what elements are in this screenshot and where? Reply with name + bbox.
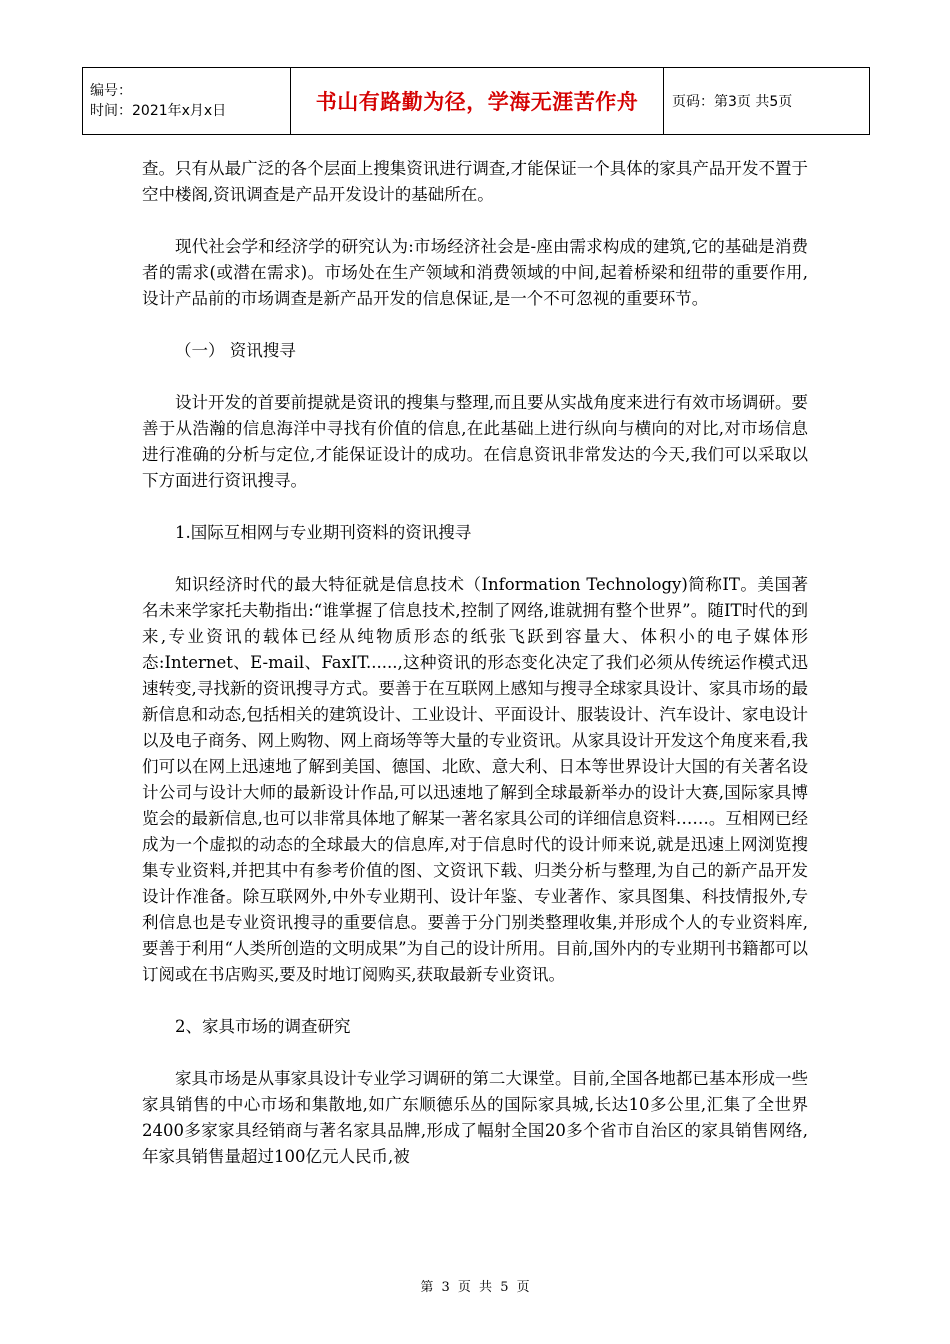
paragraph: 现代社会学和经济学的研究认为:市场经济社会是-座由需求构成的建筑,它的基础是消费者的需求(或潜在需求)。市场处在生产领域和消费领域的中间,起着桥梁和纽带的重要作用,设计产品前的市场调查是新产品开发的信息保证,是一个不可忽视的重要环节。 bbox=[142, 237, 808, 308]
number-label: 编号： bbox=[90, 83, 132, 99]
time-label: 时间：2021年x月x日 bbox=[90, 103, 227, 119]
subsection-heading: 2、家具市场的调查研究 bbox=[175, 1017, 351, 1036]
section-heading: （一） 资讯搜寻 bbox=[175, 341, 296, 360]
paragraph-continuation: 查。只有从最广泛的各个层面上搜集资讯进行调查,才能保证一个具体的家具产品开发不置于空中楼阁,资讯调查是产品开发设计的基础所在。 bbox=[142, 159, 808, 204]
paragraph: 知识经济时代的最大特征就是信息技术（Information Technology)简称IT。美国著名未来学家托夫勒指出:“谁掌握了信息技术,控制了网络,谁就拥有整个世界”。随IT时代的到来,专业资讯的载体已经从纯物质形态的纸张飞跃到容量大、体积小的电子媒体形态:Internet、E-mail、FaxIT......,这种资讯的形态变化决定了我们必须从传统运作模式迅速转变,寻找新的资讯搜寻方式。要善于在互联网上感知与搜寻全球家具设计、家具市场的最新信息和动态,包括相关的建筑设计、工业设计、平面设计、服装设计、汽车设计、家电设计以及电子商务、网上购物、网上商场等等大量的专业资讯。从家具设计开发这个角度来看,我们可以在网上迅速地了解到美国、德国、北欧、意大利、日本等世界设计大国的有关著名设计公司与设计大师的最新设计作品,可以迅速地了解到全球最新举办的设计大赛,国际家具博览会的最新信息,也可以非常具体地了解某一著名家具公司的详细信息资料……。互相网已经成为一个虚拟的动态的全球最大的信息库,对于信息时代的设计师来说,就是迅速上网浏览搜集专业资料,并把其中有参考价值的图、文资讯下载、归类分析与整理,为自己的新产品开发设计作准备。除互联网外,中外专业期刊、设计年鉴、专业著作、家具图集、科技情报外,专利信息也是专业资讯搜寻的重要信息。要善于分门别类整理收集,并形成个人的专业资料库,要善于利用“人类所创造的文明成果”为自己的设计所用。目前,国外内的专业期刊书籍都可以订阅或在书店购买,要及时地订阅购买,获取最新专业资讯。 bbox=[142, 575, 808, 984]
page-footer: 第 3 页 共 5 页 bbox=[420, 1280, 530, 1295]
header-page-code: 页码：第3页 共5页 bbox=[664, 68, 870, 135]
header-motto: 书山有路勤为径，学海无涯苦作舟 bbox=[291, 68, 664, 135]
header-meta-cell bbox=[83, 68, 291, 135]
paragraph: 家具市场是从事家具设计专业学习调研的第二大课堂。目前,全国各地都已基本形成一些家具销售的中心市场和集散地,如广东顺德乐丛的国际家具城,长达10多公里,汇集了全世界2400多家家具经销商与著名家具品牌,形成了幅射全国20多个省市自治区的家具销售网络,年家具销售量超过100亿元人民币,被 bbox=[142, 1069, 808, 1166]
document-header bbox=[82, 67, 870, 135]
document-body bbox=[142, 156, 808, 1170]
paragraph: 设计开发的首要前提就是资讯的搜集与整理,而且要从实战角度来进行有效市场调研。要善于从浩瀚的信息海洋中寻找有价值的信息,在此基础上进行纵向与横向的对比,对市场信息进行准确的分析与定位,才能保证设计的成功。在信息资讯非常发达的今天,我们可以采取以下方面进行资讯搜寻。 bbox=[142, 393, 808, 490]
subsection-heading: 1.国际互相网与专业期刊资料的资讯搜寻 bbox=[175, 523, 472, 542]
